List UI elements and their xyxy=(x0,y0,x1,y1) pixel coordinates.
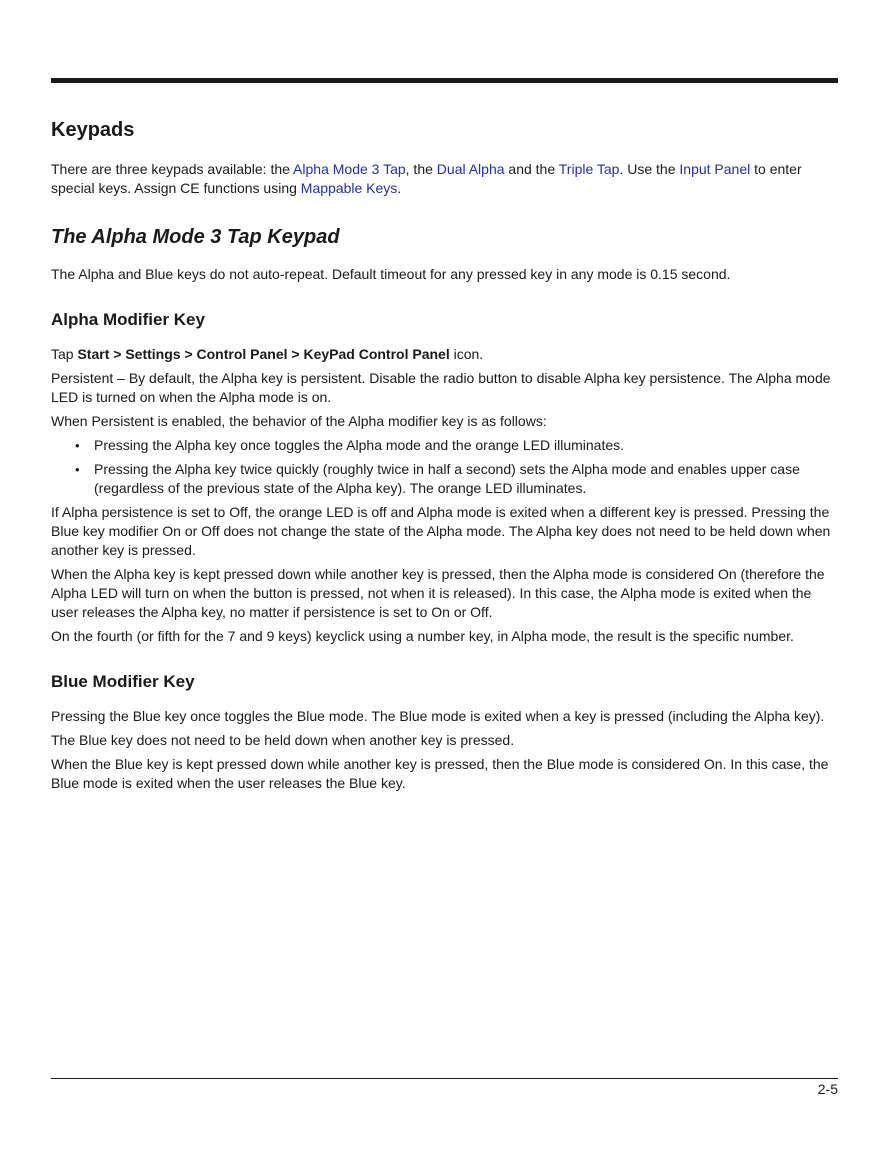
intro-paragraph xyxy=(51,160,841,198)
heading-blue-modifier-key: Blue Modifier Key xyxy=(51,672,195,691)
page-number: 2-5 xyxy=(817,1081,838,1097)
link-alpha-mode-3-tap[interactable]: Alpha Mode 3 Tap xyxy=(293,161,406,177)
heading-alpha-modifier-key: Alpha Modifier Key xyxy=(51,310,205,329)
intro-text: . xyxy=(397,180,402,196)
kept-pressed-paragraph: When the Alpha key is kept pressed down while another key is pressed, then the Alpha mode is considered On (therefore the Alpha LED will turn on when the button is pressed, not when it is released). In this case, the Alpha mode is exited when the user releases the Alpha key, no matter if persistence is set to On or Off. xyxy=(51,566,825,620)
blue-paragraph: When the Blue key is kept pressed down while another key is pressed, then the Blue mode is considered On. In this case, the Blue mode is exited when the user releases the Blue key. xyxy=(51,756,829,791)
link-triple-tap[interactable]: Triple Tap xyxy=(558,161,620,177)
link-dual-alpha[interactable]: Dual Alpha xyxy=(436,161,505,177)
intro-text: , the xyxy=(405,161,437,177)
intro-text: There are three keypads available: the xyxy=(51,161,294,177)
heading-keypads: Keypads xyxy=(51,119,135,141)
intro-text: . Use the xyxy=(619,161,680,177)
blue-paragraph: Pressing the Blue key once toggles the Blue mode. The Blue mode is exited when a key is pressed (including the Alpha key). xyxy=(51,708,825,724)
persistent-paragraph: Persistent – By default, the Alpha key is persistent. Disable the radio button to disable Alpha key persistence. The Alpha mode LED is turned on when the Alpha mode is on. xyxy=(51,370,831,405)
list-item: • Pressing the Alpha key once toggles the Alpha mode and the orange LED illuminates. xyxy=(94,436,841,455)
link-mappable-keys[interactable]: Mappable Keys xyxy=(300,180,398,196)
heading-alpha-mode-3-tap-keypad: The Alpha Mode 3 Tap Keypad xyxy=(51,226,340,248)
when-persistent-paragraph: When Persistent is enabled, the behavior of the Alpha modifier key is as follows: xyxy=(51,413,547,429)
intro-text: to enter special keys. Assign CE functions using xyxy=(51,161,802,196)
persistent-behavior-list xyxy=(51,436,841,498)
top-rule xyxy=(51,78,838,83)
tap-prefix: Tap xyxy=(51,346,78,362)
page-content xyxy=(51,116,841,798)
tap-suffix: icon. xyxy=(449,346,484,362)
persistence-off-paragraph: If Alpha persistence is set to Off, the orange LED is off and Alpha mode is exited when a different key is pressed. Pressing the Blue key modifier On or Off does not change the state of the Alpha mode. The Alpha key does not need to be held down when another key is pressed. xyxy=(51,504,831,558)
blue-paragraph: The Blue key does not need to be held down when another key is pressed. xyxy=(51,732,515,748)
link-input-panel[interactable]: Input Panel xyxy=(679,161,751,177)
tap-path-paragraph xyxy=(51,345,841,364)
intro-text: and the xyxy=(504,161,559,177)
fourth-keyclick-paragraph: On the fourth (or fifth for the 7 and 9 keys) keyclick using a number key, in Alpha mode, the result is the specific number. xyxy=(51,628,794,644)
footer-rule xyxy=(51,1078,838,1079)
tap-path: Start > Settings > Control Panel > KeyPad Control Panel xyxy=(77,346,450,362)
list-item: • Pressing the Alpha key twice quickly (roughly twice in half a second) sets the Alpha mode and enables upper case (regardless of the previous state of the Alpha key). The orange LED illuminates. xyxy=(94,460,841,498)
alpha-mode-paragraph: The Alpha and Blue keys do not auto-repeat. Default timeout for any pressed key in any mode is 0.15 second. xyxy=(51,266,731,282)
